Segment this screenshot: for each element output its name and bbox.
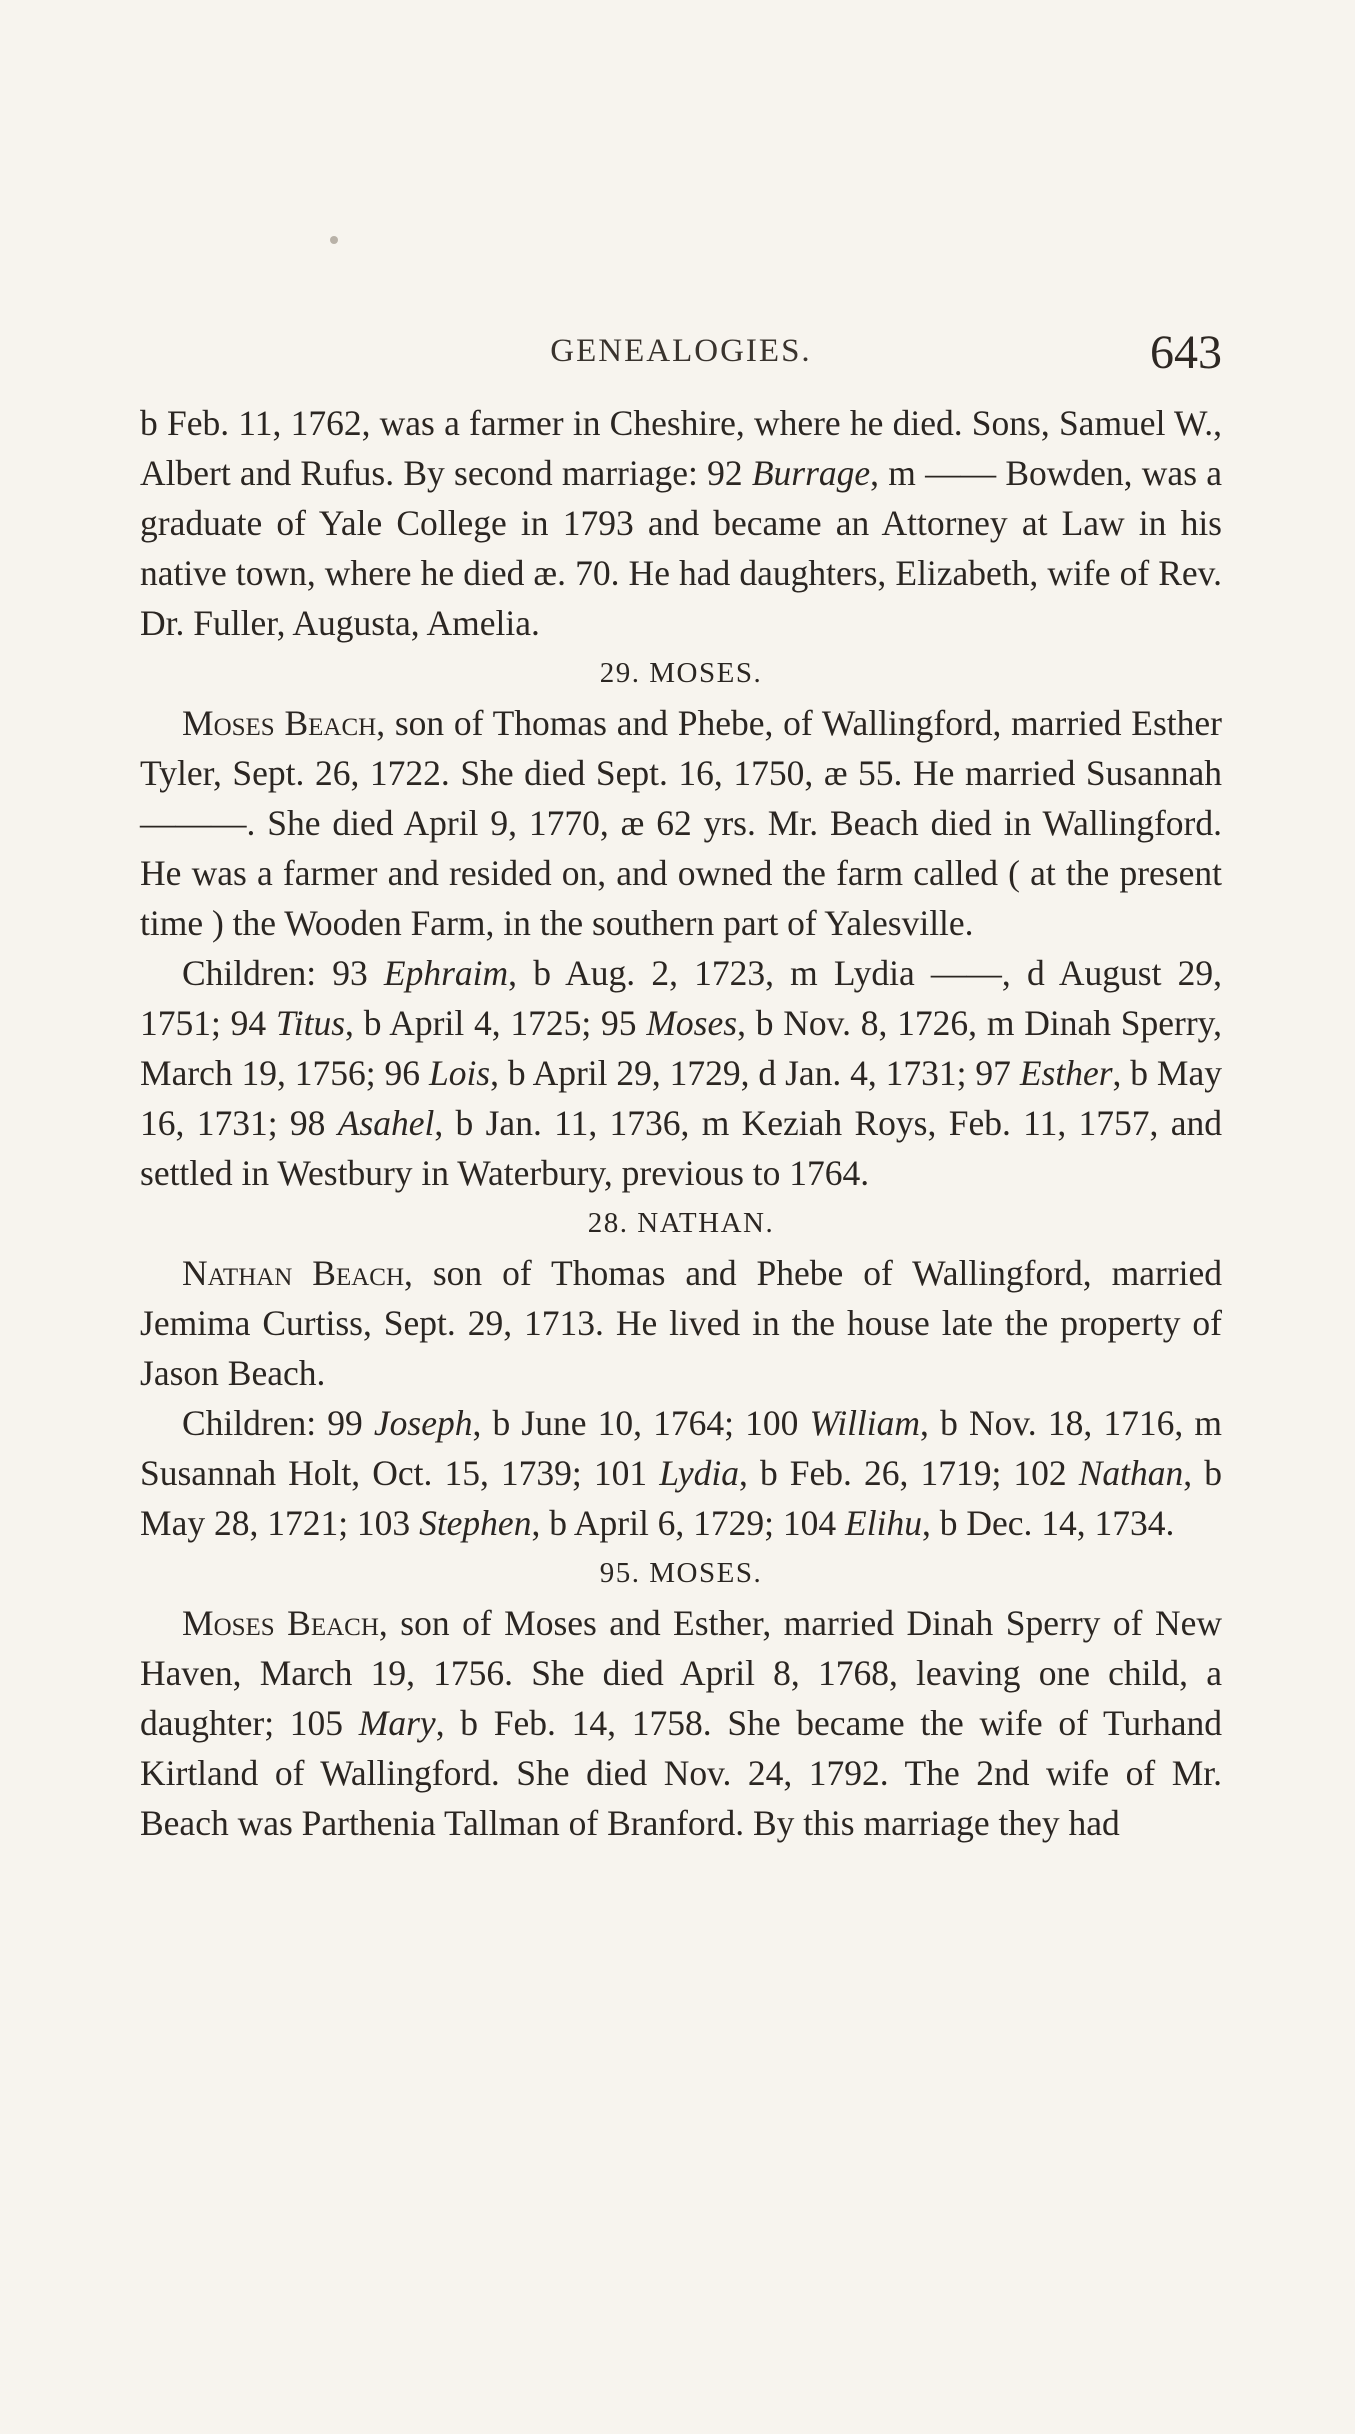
text-run: , b Dec. 14, 1734. xyxy=(921,1503,1175,1543)
italic-name: Titus xyxy=(275,1003,346,1043)
text-run: , b Feb. 26, 1719; 102 xyxy=(739,1453,1079,1493)
italic-name: William xyxy=(809,1403,921,1443)
italic-name: Stephen xyxy=(419,1503,532,1543)
text-run: , b April 6, 1729; 104 xyxy=(531,1503,846,1543)
text-run: , b May 16, 1731; 98 xyxy=(140,1053,1222,1143)
section-heading: 28. NATHAN. xyxy=(587,1207,775,1239)
small-caps-name: Nathan Beach xyxy=(182,1253,405,1293)
italic-name: Burrage xyxy=(751,453,871,493)
text-run: , b Nov. 18, 1716, m Susannah Holt, Oct. 15, 1739; 101 xyxy=(140,1403,1222,1493)
text-run: , b Jan. 11, 1736, m Keziah Roys, Feb. 11, 1757, and settled in Westbury in Waterbury, previous to 1764. xyxy=(140,1103,1222,1193)
paragraph xyxy=(140,698,1222,948)
text-run: Children: 99 xyxy=(182,1403,374,1443)
paragraph xyxy=(140,1398,1222,1548)
italic-name: Lydia xyxy=(659,1453,739,1493)
page-number: 643 xyxy=(1150,326,1222,379)
text-run: , son of Thomas and Phebe, of Wallingford, married Esther Tyler, Sept. 26, 1722. She died Sept. 16, 1750, æ 55. He married Susannah ———. She died April 9, 1770, æ 62 yrs. Mr. Beach died in Wallingford. He was a farmer and resided on, and owned the farm called ( at the present time ) the Wooden Farm, in the southern part of Yalesville. xyxy=(140,703,1222,943)
text-run: , son of Moses and Esther, married Dinah Sperry of New Haven, March 19, 1756. She died April 8, 1768, leaving one child, a daughter; 105 xyxy=(140,1603,1222,1743)
italic-name: Ephraim xyxy=(383,953,509,993)
italic-name: Joseph xyxy=(373,1403,473,1443)
page-speck xyxy=(330,236,338,244)
section-heading: 29. MOSES. xyxy=(599,657,763,689)
text-run: Children: 93 xyxy=(182,953,384,993)
italic-name: Elihu xyxy=(845,1503,922,1543)
text-run: , b April 29, 1729, d Jan. 4, 1731; 97 xyxy=(490,1053,1020,1093)
text-run: , m —— Bowden, was a graduate of Yale College in 1793 and became an Attorney at Law in his native town, where he died æ. 70. He had daughters, Elizabeth, wife of Rev. Dr. Fuller, Augusta, Amelia. xyxy=(140,453,1222,643)
text-run: , b June 10, 1764; 100 xyxy=(472,1403,810,1443)
body-text xyxy=(140,398,1222,1848)
italic-name: Nathan xyxy=(1078,1453,1184,1493)
section-heading: 95. MOSES. xyxy=(599,1557,763,1589)
text-run: , b May 28, 1721; 103 xyxy=(140,1453,1223,1543)
small-caps-name: Moses Beach xyxy=(182,1603,379,1643)
text-run: , b Feb. 14, 1758. She became the wife of Turhand Kirtland of Wallingford. She died Nov. 24, 1792. The 2nd wife of Mr. Beach was Parthenia Tallman of Branford. By this marriage they had xyxy=(140,1703,1222,1843)
italic-name: Lois xyxy=(428,1053,491,1093)
page-header xyxy=(140,325,1222,385)
paragraph xyxy=(140,1598,1222,1848)
paragraph xyxy=(140,1248,1222,1398)
text-run: , b Aug. 2, 1723, m Lydia ——, d August 29, 1751; 94 xyxy=(140,953,1222,1043)
paragraph xyxy=(140,398,1222,648)
italic-name: Asahel xyxy=(337,1103,435,1143)
text-run: b Feb. 11, 1762, was a farmer in Cheshire, where he died. Sons, Samuel W., Albert and Rufus. By second marriage: 92 xyxy=(140,403,1222,493)
running-head: GENEALOGIES. xyxy=(550,333,812,369)
italic-name: Esther xyxy=(1019,1053,1113,1093)
small-caps-name: Moses Beach xyxy=(182,703,377,743)
paragraph xyxy=(140,948,1222,1198)
italic-name: Moses xyxy=(646,1003,738,1043)
text-run: , b April 4, 1725; 95 xyxy=(345,1003,647,1043)
text-run: , son of Thomas and Phebe of Wallingford, married Jemima Curtiss, Sept. 29, 1713. He lived in the house late the property of Jason Beach. xyxy=(140,1253,1222,1393)
text-run: , b Nov. 8, 1726, m Dinah Sperry, March 19, 1756; 96 xyxy=(140,1003,1223,1093)
italic-name: Mary xyxy=(358,1703,436,1743)
